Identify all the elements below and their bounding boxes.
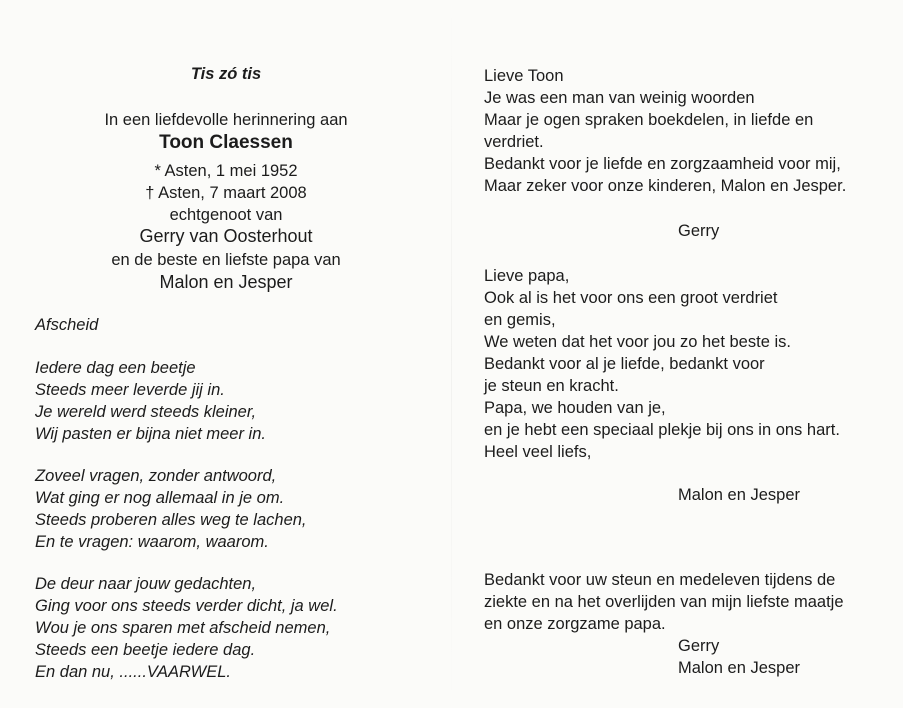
signature-children-final: Malon en Jesper	[678, 659, 800, 677]
card-fold	[451, 0, 452, 708]
letter-line: Ook al is het voor ons een groot verdriet	[484, 289, 778, 307]
poem-title: Afscheid	[35, 316, 99, 334]
letter-line: Bedankt voor al je liefde, bedankt voor	[484, 355, 765, 373]
poem-line: Wij pasten er bijna niet meer in.	[35, 425, 266, 443]
deceased-name: Toon Claessen	[159, 132, 293, 153]
letter-line: en je hebt een speciaal plekje bij ons in ons hart.	[484, 421, 840, 439]
birth-line: * Asten, 1 mei 1952	[154, 162, 298, 180]
letter-line: Maar zeker voor onze kinderen, Malon en Jesper.	[484, 177, 847, 195]
letter-line: Heel veel liefs,	[484, 443, 592, 461]
signature-gerry: Gerry	[678, 222, 720, 240]
heading: Tis zó tis	[190, 65, 262, 83]
poem-line: Wou je ons sparen met afscheid nemen,	[35, 619, 331, 637]
poem-line: Ging voor ons steeds verder dicht, ja wel.	[35, 597, 338, 615]
poem-line: Steeds een beetje iedere dag.	[35, 641, 256, 659]
poem-line: De deur naar jouw gedachten,	[35, 575, 257, 593]
children-intro: en de beste en liefste papa van	[111, 251, 341, 269]
thanks-line: Bedankt voor uw steun en medeleven tijdens de	[484, 571, 836, 589]
poem-line: En dan nu, ......VAARWEL.	[35, 663, 231, 681]
poem-line: Steeds meer leverde jij in.	[35, 381, 225, 399]
letter-line: Je was een man van weinig woorden	[484, 89, 755, 107]
letter-line: We weten dat het voor jou zo het beste is.	[484, 333, 791, 351]
letter-line: en gemis,	[484, 311, 556, 329]
letter-line: Lieve papa,	[484, 267, 570, 285]
signature-gerry-final: Gerry	[678, 637, 720, 655]
poem-line: Je wereld werd steeds kleiner,	[35, 403, 257, 421]
letter-line: je steun en kracht.	[484, 377, 619, 395]
memorial-intro: In een liefdevolle herinnering aan	[104, 111, 348, 129]
poem-line: En te vragen: waarom, waarom.	[35, 533, 269, 551]
letter-line: verdriet.	[484, 133, 544, 151]
letter-line: Bedankt voor je liefde en zorgzaamheid voor mij,	[484, 155, 841, 173]
death-line: † Asten, 7 maart 2008	[145, 184, 307, 202]
poem-line: Wat ging er nog allemaal in je om.	[35, 489, 285, 507]
poem-line: Iedere dag een beetje	[35, 359, 196, 377]
letter-line: Lieve Toon	[484, 67, 564, 85]
poem-line: Zoveel vragen, zonder antwoord,	[35, 467, 277, 485]
poem-line: Steeds proberen alles weg te lachen,	[35, 511, 307, 529]
letter-line: Maar je ogen spraken boekdelen, in liefde en	[484, 111, 814, 129]
letter-line: Papa, we houden van je,	[484, 399, 666, 417]
spouse-intro: echtgenoot van	[169, 206, 283, 224]
thanks-line: ziekte en na het overlijden van mijn liefste maatje	[484, 593, 844, 611]
children-names: Malon en Jesper	[159, 272, 293, 292]
spouse-name: Gerry van Oosterhout	[139, 226, 313, 246]
signature-children: Malon en Jesper	[678, 486, 800, 504]
thanks-line: en onze zorgzame papa.	[484, 615, 666, 633]
